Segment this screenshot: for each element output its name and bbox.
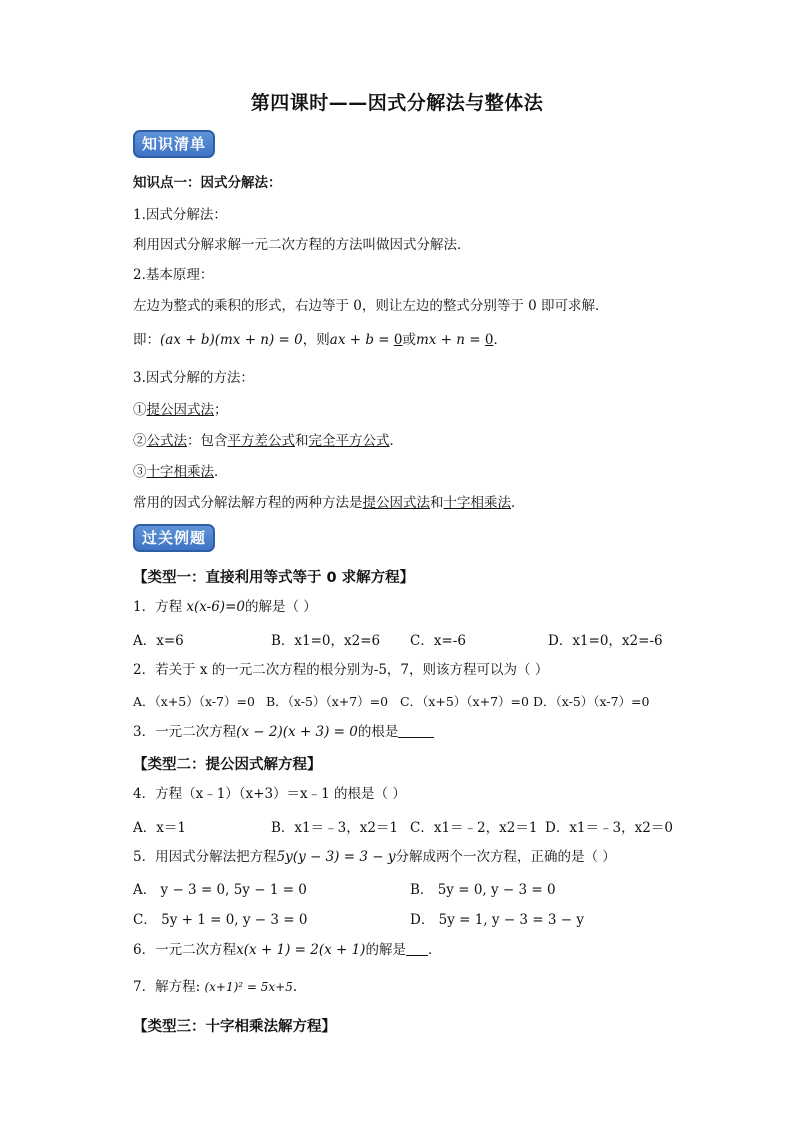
formula-left: ax + b = [329,332,394,348]
type-1-header: 【类型一：直接利用等式等于 0 求解方程】 [133,570,415,586]
question-5 [133,848,616,866]
q3-prefix: 3．一元二次方程 [133,724,237,740]
method-3-name: 十字相乘法 [146,464,214,480]
knowledge-list-badge: 知识清单 [133,130,215,158]
q6-prefix: 6．一元二次方程 [133,942,237,958]
formula-or: 或 [402,332,416,348]
q5-prefix: 5．用因式分解法把方程 [133,849,277,865]
q6-suffix: 的解是 [365,942,406,958]
section-2-text: 左边为整式的乘积的形式，右边等于 0，则让左边的整式分别等于 0 即可求解． [133,298,609,314]
q1-equation: x(x-6)=0 [186,599,245,615]
question-1 [133,598,317,616]
section-1-text: 利用因式分解求解一元二次方程的方法叫做因式分解法． [133,237,471,253]
q7-end: . [292,979,298,995]
method-2-mid: ：包含 [187,433,228,449]
formula-expression: (ax + b)(mx + n) = 0 [160,332,303,348]
q7-prefix: 7．解方程: [133,979,205,995]
q5-option-c: C． 5y + 1 = 0, y − 3 = 0 [133,912,308,928]
method-2-and: 和 [295,433,309,449]
q6-answer-blank[interactable] [406,942,428,956]
type-3-header: 【类型三：十字相乘法解方程】 [133,1019,336,1035]
q1-prefix: 1．方程 [133,599,187,615]
question-7 [133,978,297,996]
formula-zero-2: 0 [484,332,494,348]
section-2-heading: 2.基本原理： [133,267,214,283]
method-2-number: ② [133,433,147,449]
q1-option-c: C．x=-6 [410,633,466,649]
q3-equation: (x − 2)(x + 3) = 0 [236,724,358,740]
formula-right: mx + n = [415,332,485,348]
formula-end: ． [493,332,507,348]
q5-option-a: A． y − 3 = 0, 5y − 1 = 0 [133,882,307,898]
method-2-formula-b: 完全平方公式 [308,433,390,449]
method-2 [133,432,403,450]
q7-equation: (x+1)² = 5x+5 [204,980,293,994]
common-methods-prefix: 常用的因式分解法解方程的两种方法是 [133,495,363,511]
common-methods [133,494,525,512]
method-3 [133,463,228,481]
q5-option-d: D． 5y = 1, y − 3 = 3 − y [410,912,585,928]
common-method-a: 提公因式法 [362,495,430,511]
formula-prefix: 即： [133,332,160,348]
knowledge-point-1: 知识点一：因式分解法： [133,175,282,191]
q4-option-c: C．x1＝﹣2，x2＝1 [410,820,538,836]
section-3-heading: 3.因式分解的方法： [133,370,254,386]
q6-end: ． [427,942,442,958]
q5-equation: 5y(y − 3) = 3 − y [276,849,396,865]
q4-option-d: D．x1＝﹣3，x2＝0 [545,820,673,836]
q2-option-b: B．（x-5）（x+7）=0 [266,694,389,709]
question-6 [133,941,441,959]
q1-option-a: A．x=6 [133,633,184,649]
common-methods-end: ． [511,495,525,511]
q4-option-b: B．x1＝﹣3，x2＝1 [271,820,399,836]
method-1-number: ① [133,402,147,418]
q1-option-d: D．x1=0，x2=-6 [548,633,663,649]
section-1-heading: 1.因式分解法： [133,207,227,223]
method-1-end: ； [214,402,228,418]
page-title: 第四课时——因式分解法与整体法 [250,92,544,114]
formula-mid: ，则 [302,332,330,348]
method-2-formula-a: 平方差公式 [227,433,295,449]
method-3-end: ． [214,464,228,480]
q5-option-b: B． 5y = 0, y − 3 = 0 [410,882,556,898]
question-4: 4．方程（x﹣1）（x+3）＝x﹣1 的根是（ ） [133,786,406,802]
q4-option-a: A．x＝1 [133,820,186,836]
common-method-b: 十字相乘法 [443,495,511,511]
common-methods-and: 和 [430,495,444,511]
q6-equation: x(x + 1) = 2(x + 1) [236,942,366,958]
method-2-name: 公式法 [146,433,187,449]
examples-badge: 过关例题 [133,524,215,552]
question-2: 2．若关于 x 的一元二次方程的根分别为-5，7，则该方程可以为（ ） [133,662,549,678]
method-3-number: ③ [133,464,147,480]
method-1 [133,401,228,419]
q3-suffix: 的根是 [357,724,399,740]
q1-option-b: B．x1=0，x2=6 [271,633,381,649]
q2-option-a: A．（x+5）（x-7）=0 [133,694,255,709]
method-2-end: ． [389,433,403,449]
q3-answer-blank[interactable] [398,724,434,738]
q2-option-c: C．（x+5）（x+7）=0 [400,694,529,709]
question-3 [133,723,434,741]
method-1-name: 提公因式法 [146,402,214,418]
formula-zero-1: 0 [393,332,403,348]
section-2-formula [133,331,507,349]
q1-suffix: 的解是（ ） [244,599,317,615]
type-2-header: 【类型二：提公因式解方程】 [133,757,322,773]
q5-suffix: 分解成两个一次方程，正确的是（ ） [395,849,616,865]
q2-option-d: D．（x-5）（x-7）=0 [533,694,650,709]
